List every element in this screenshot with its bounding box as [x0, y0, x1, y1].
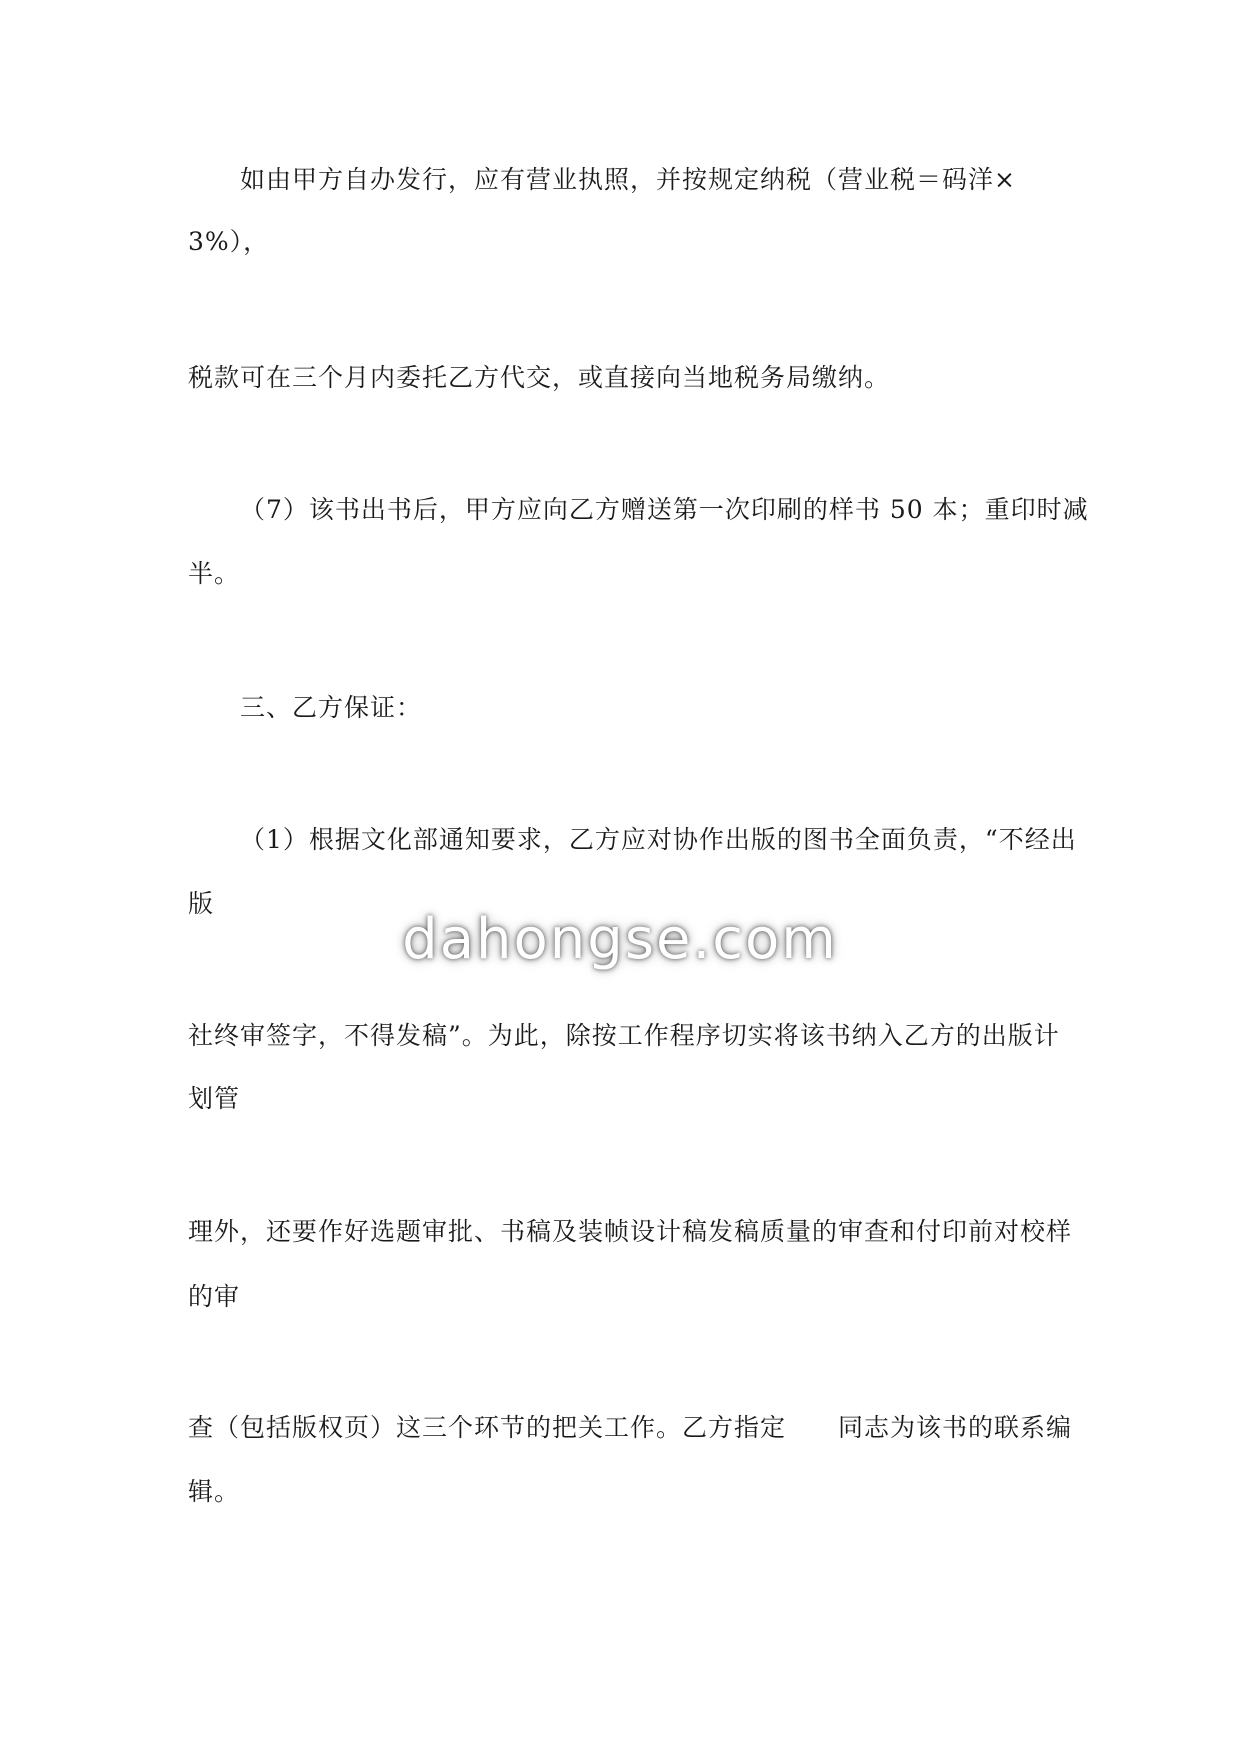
paragraph-line: 的审 — [188, 1282, 241, 1311]
paragraph-line: 辑。 — [188, 1477, 241, 1506]
paragraph-line: 理外，还要作好选题审批、书稿及装帧设计稿发稿质量的审查和付印前对校样 — [188, 1217, 1073, 1246]
paragraph-line: （7）该书出书后，甲方应向乙方赠送第一次印刷的样书 50 本；重印时减 — [240, 495, 1089, 524]
paragraph-line: 半。 — [188, 559, 241, 588]
paragraph-line: 税款可在三个月内委托乙方代交，或直接向当地税务局缴纳。 — [188, 363, 891, 392]
paragraph-line: 社终审签字，不得发稿”。为此，除按工作程序切实将该书纳入乙方的出版计 — [188, 1021, 1060, 1050]
paragraph-line: 如由甲方自办发行，应有营业执照，并按规定纳税（营业税＝码洋× — [240, 165, 1016, 194]
paragraph-line: 查（包括版权页）这三个环节的把关工作。乙方指定 同志为该书的联系编 — [188, 1413, 1073, 1442]
paragraph-line: 3%）， — [188, 227, 270, 256]
paragraph-line: （1）根据文化部通知要求，乙方应对协作出版的图书全面负责，“不经出 — [240, 825, 1077, 854]
watermark-text: dahongse.com — [402, 907, 838, 972]
paragraph-line: 划管 — [188, 1084, 241, 1113]
section-heading: 三、乙方保证： — [240, 693, 423, 722]
paragraph-line: 版 — [188, 889, 215, 918]
